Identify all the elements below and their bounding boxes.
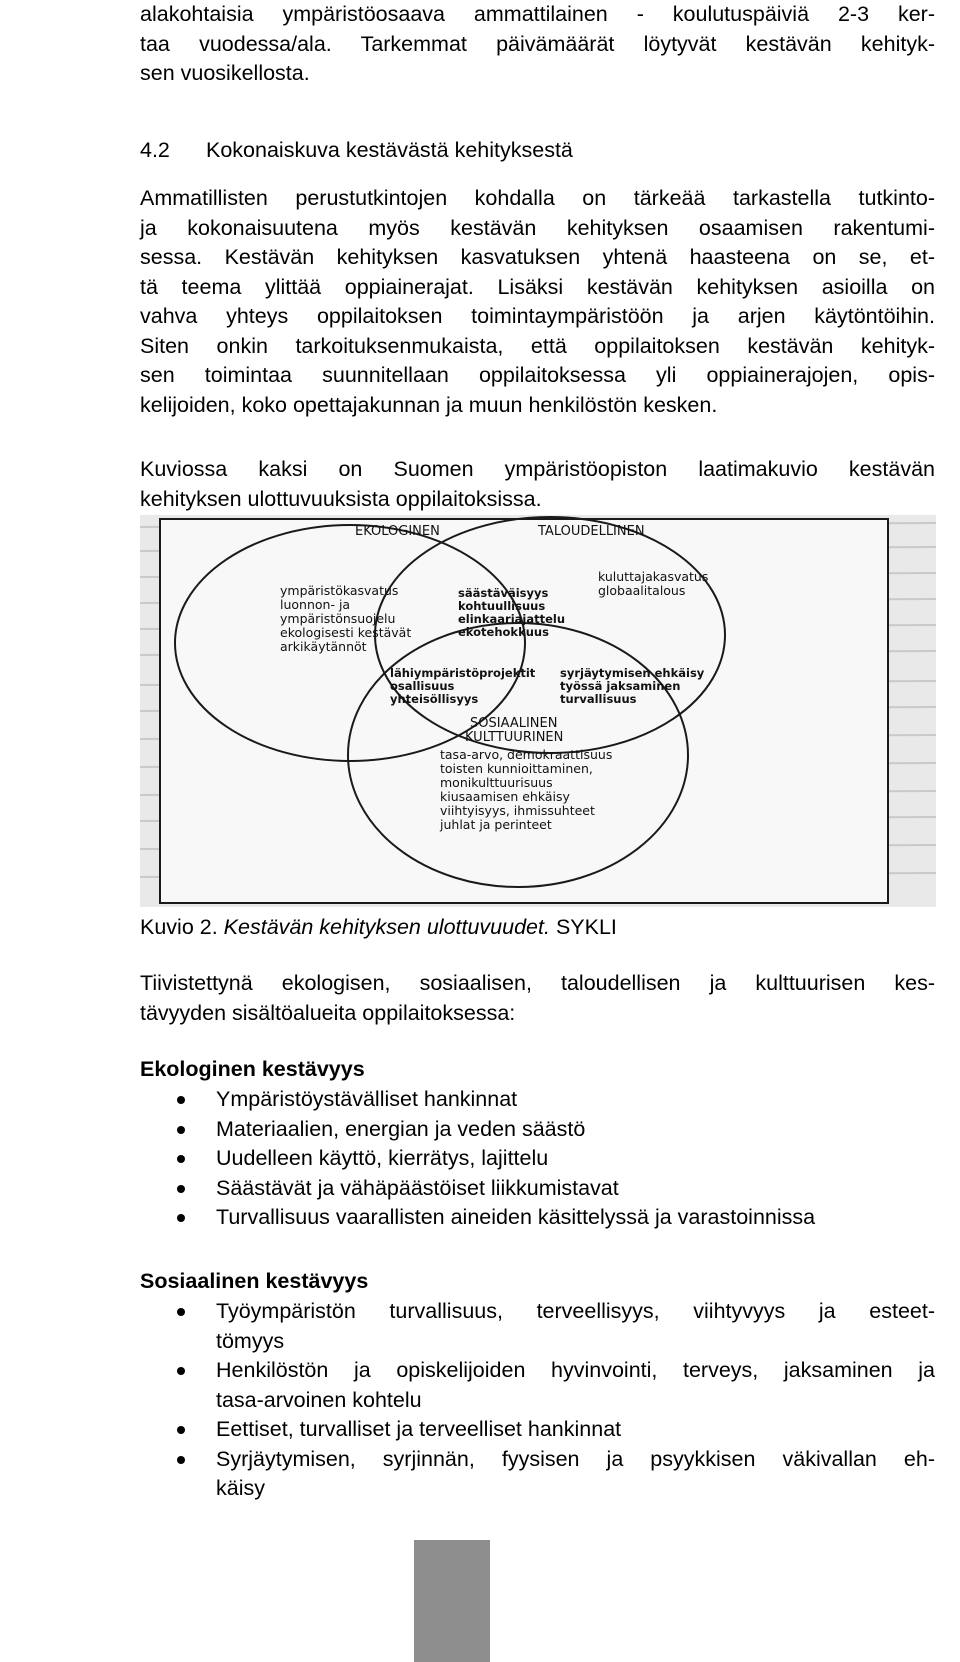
diagram-item: monikulttuurisuus	[440, 775, 553, 790]
page-number-block	[414, 1540, 490, 1662]
text-line: sen vuosikellosta.	[140, 61, 310, 85]
text-line: sen toimintaa suunnitellaan oppilaitoksessa yli oppiainerajojen, opis-	[140, 363, 935, 387]
diagram-item: kuluttajakasvatus	[598, 569, 709, 584]
diagram-item: työssä jaksaminen	[560, 679, 681, 693]
list-item: Säästävät ja vähäpäästöiset liikkumistavat	[140, 1174, 935, 1204]
text-line: tasa-arvoinen kohtelu	[216, 1387, 422, 1412]
diagram-item: toisten kunnioittaminen,	[440, 761, 593, 776]
list-item	[140, 1297, 935, 1356]
text-line: ja kokonaisuutena myös kestävän kehityksen osaamisen rakentumi-	[140, 215, 935, 240]
diagram-item: ympäristönsuojelu	[280, 611, 396, 626]
diagram-item: ekotehokkuus	[458, 625, 549, 639]
text-line: Kuviossa kaksi on Suomen ympäristöopiston laatimakuvio kestävän	[140, 457, 935, 481]
list-item: Turvallisuus vaarallisten aineiden käsittelyssä ja varastoinnissa	[140, 1203, 935, 1233]
text-line: kelijoiden, koko opettajakunnan ja muun henkilöstön kesken.	[140, 392, 718, 417]
diagram-frame	[160, 519, 888, 903]
sustainability-venn-figure	[140, 515, 936, 907]
cultural-title: KULTTUURINEN	[465, 730, 564, 745]
caption-title: Kestävän kehityksen ulottuvuudet.	[223, 915, 550, 939]
list-item	[140, 1445, 935, 1504]
list-item: Ympäristöystävälliset hankinnat	[140, 1085, 935, 1115]
text-line: vahva yhteys oppilaitoksen toimintaympäristöön ja arjen käytöntöihin.	[140, 304, 935, 328]
list-item: Uudelleen käyttö, kierrätys, lajittelu	[140, 1144, 935, 1174]
diagram-item: ympäristökasvatus	[280, 583, 399, 598]
diagram-item: arkikäytännöt	[280, 639, 367, 654]
section-heading	[140, 136, 573, 166]
list-item: Materiaalien, energian ja veden säästö	[140, 1115, 935, 1145]
diagram-item: syrjäytymisen ehkäisy	[560, 666, 705, 680]
caption-source: SYKLI	[549, 915, 617, 939]
ecological-title: EKOLOGINEN	[355, 524, 440, 539]
text-line: alakohtaisia ympäristöosaava ammattilainen - koulutuspäiviä 2-3 ker-	[140, 2, 935, 26]
text-line: Ammatillisten perustutkintojen kohdalla on tärkeää tarkastella tutkinto-	[140, 186, 935, 210]
diagram-item: kohtuullisuus	[458, 599, 546, 613]
intro-paragraph	[140, 0, 935, 89]
diagram-item: elinkaariajattelu	[458, 612, 566, 626]
diagram-item: viihtyisyys, ihmissuhteet	[440, 803, 595, 818]
text-line: tömyys	[216, 1328, 285, 1353]
body-paragraph-2	[140, 455, 935, 514]
text-line: käisy	[216, 1476, 265, 1500]
diagram-item: luonnon- ja	[280, 597, 351, 612]
diagram-item: yhteisöllisyys	[390, 692, 479, 706]
economic-title: TALOUDELLINEN	[538, 524, 645, 539]
venn-diagram	[140, 515, 936, 907]
diagram-item: osallisuus	[390, 679, 455, 693]
text-line: sessa. Kestävän kehityksen kasvatuksen yhtenä haasteena on se, et-	[140, 245, 935, 269]
body-paragraph-1	[140, 184, 935, 420]
text-line: kehityksen ulottuvuuksista oppilaitoksissa.	[140, 486, 542, 511]
diagram-item: ekologisesti kestävät	[280, 625, 412, 640]
diagram-item: kiusaamisen ehkäisy	[440, 789, 570, 804]
text-line: Eettiset, turvalliset ja terveelliset hankinnat	[216, 1417, 622, 1441]
diagram-item: juhlat ja perinteet	[440, 817, 552, 832]
social-heading: Sosiaalinen kestävyys	[140, 1269, 369, 1293]
figure-caption	[140, 913, 617, 943]
text-line: Siten onkin tarkoituksenmukaista, että oppilaitoksen kestävän kehityk-	[140, 333, 935, 358]
text-line: Työympäristön turvallisuus, terveellisyys, viihtyvyys ja esteet-	[216, 1299, 935, 1323]
text-line: tä teema ylittää oppiainerajat. Lisäksi kestävän kehityksen asioilla on	[140, 274, 935, 299]
list-item	[140, 1415, 935, 1445]
diagram-item: lähiympäristöprojektit	[390, 666, 536, 680]
list-item	[140, 1356, 935, 1415]
body-paragraph-3	[140, 969, 935, 1028]
diagram-item: säästäväisyys	[458, 586, 549, 600]
text-line: Tiivistettynä ekologisen, sosiaalisen, taloudellisen ja kulttuurisen kes-	[140, 971, 935, 995]
diagram-item: globaalitalous	[598, 583, 686, 598]
text-line: tävyyden sisältöalueita oppilaitoksessa:	[140, 1000, 516, 1025]
ecological-list	[140, 1085, 935, 1233]
social-title: SOSIAALINEN	[470, 716, 558, 731]
text-line: taa vuodessa/ala. Tarkemmat päivämäärät löytyvät kestävän kehityk-	[140, 31, 935, 56]
diagram-item: turvallisuus	[560, 692, 637, 706]
social-list	[140, 1297, 935, 1504]
diagram-item: tasa-arvo, demokraattisuus	[440, 747, 613, 762]
caption-prefix: Kuvio 2.	[140, 915, 224, 939]
text-line: Syrjäytymisen, syrjinnän, fyysisen ja psyykkisen väkivallan eh-	[216, 1446, 935, 1471]
section-number: 4.2	[140, 138, 170, 162]
ecological-heading: Ekologinen kestävyys	[140, 1057, 365, 1081]
text-line: Henkilöstön ja opiskelijoiden hyvinvointi, terveys, jaksaminen ja	[216, 1358, 935, 1382]
section-title: Kokonaiskuva kestävästä kehityksestä	[206, 138, 573, 162]
